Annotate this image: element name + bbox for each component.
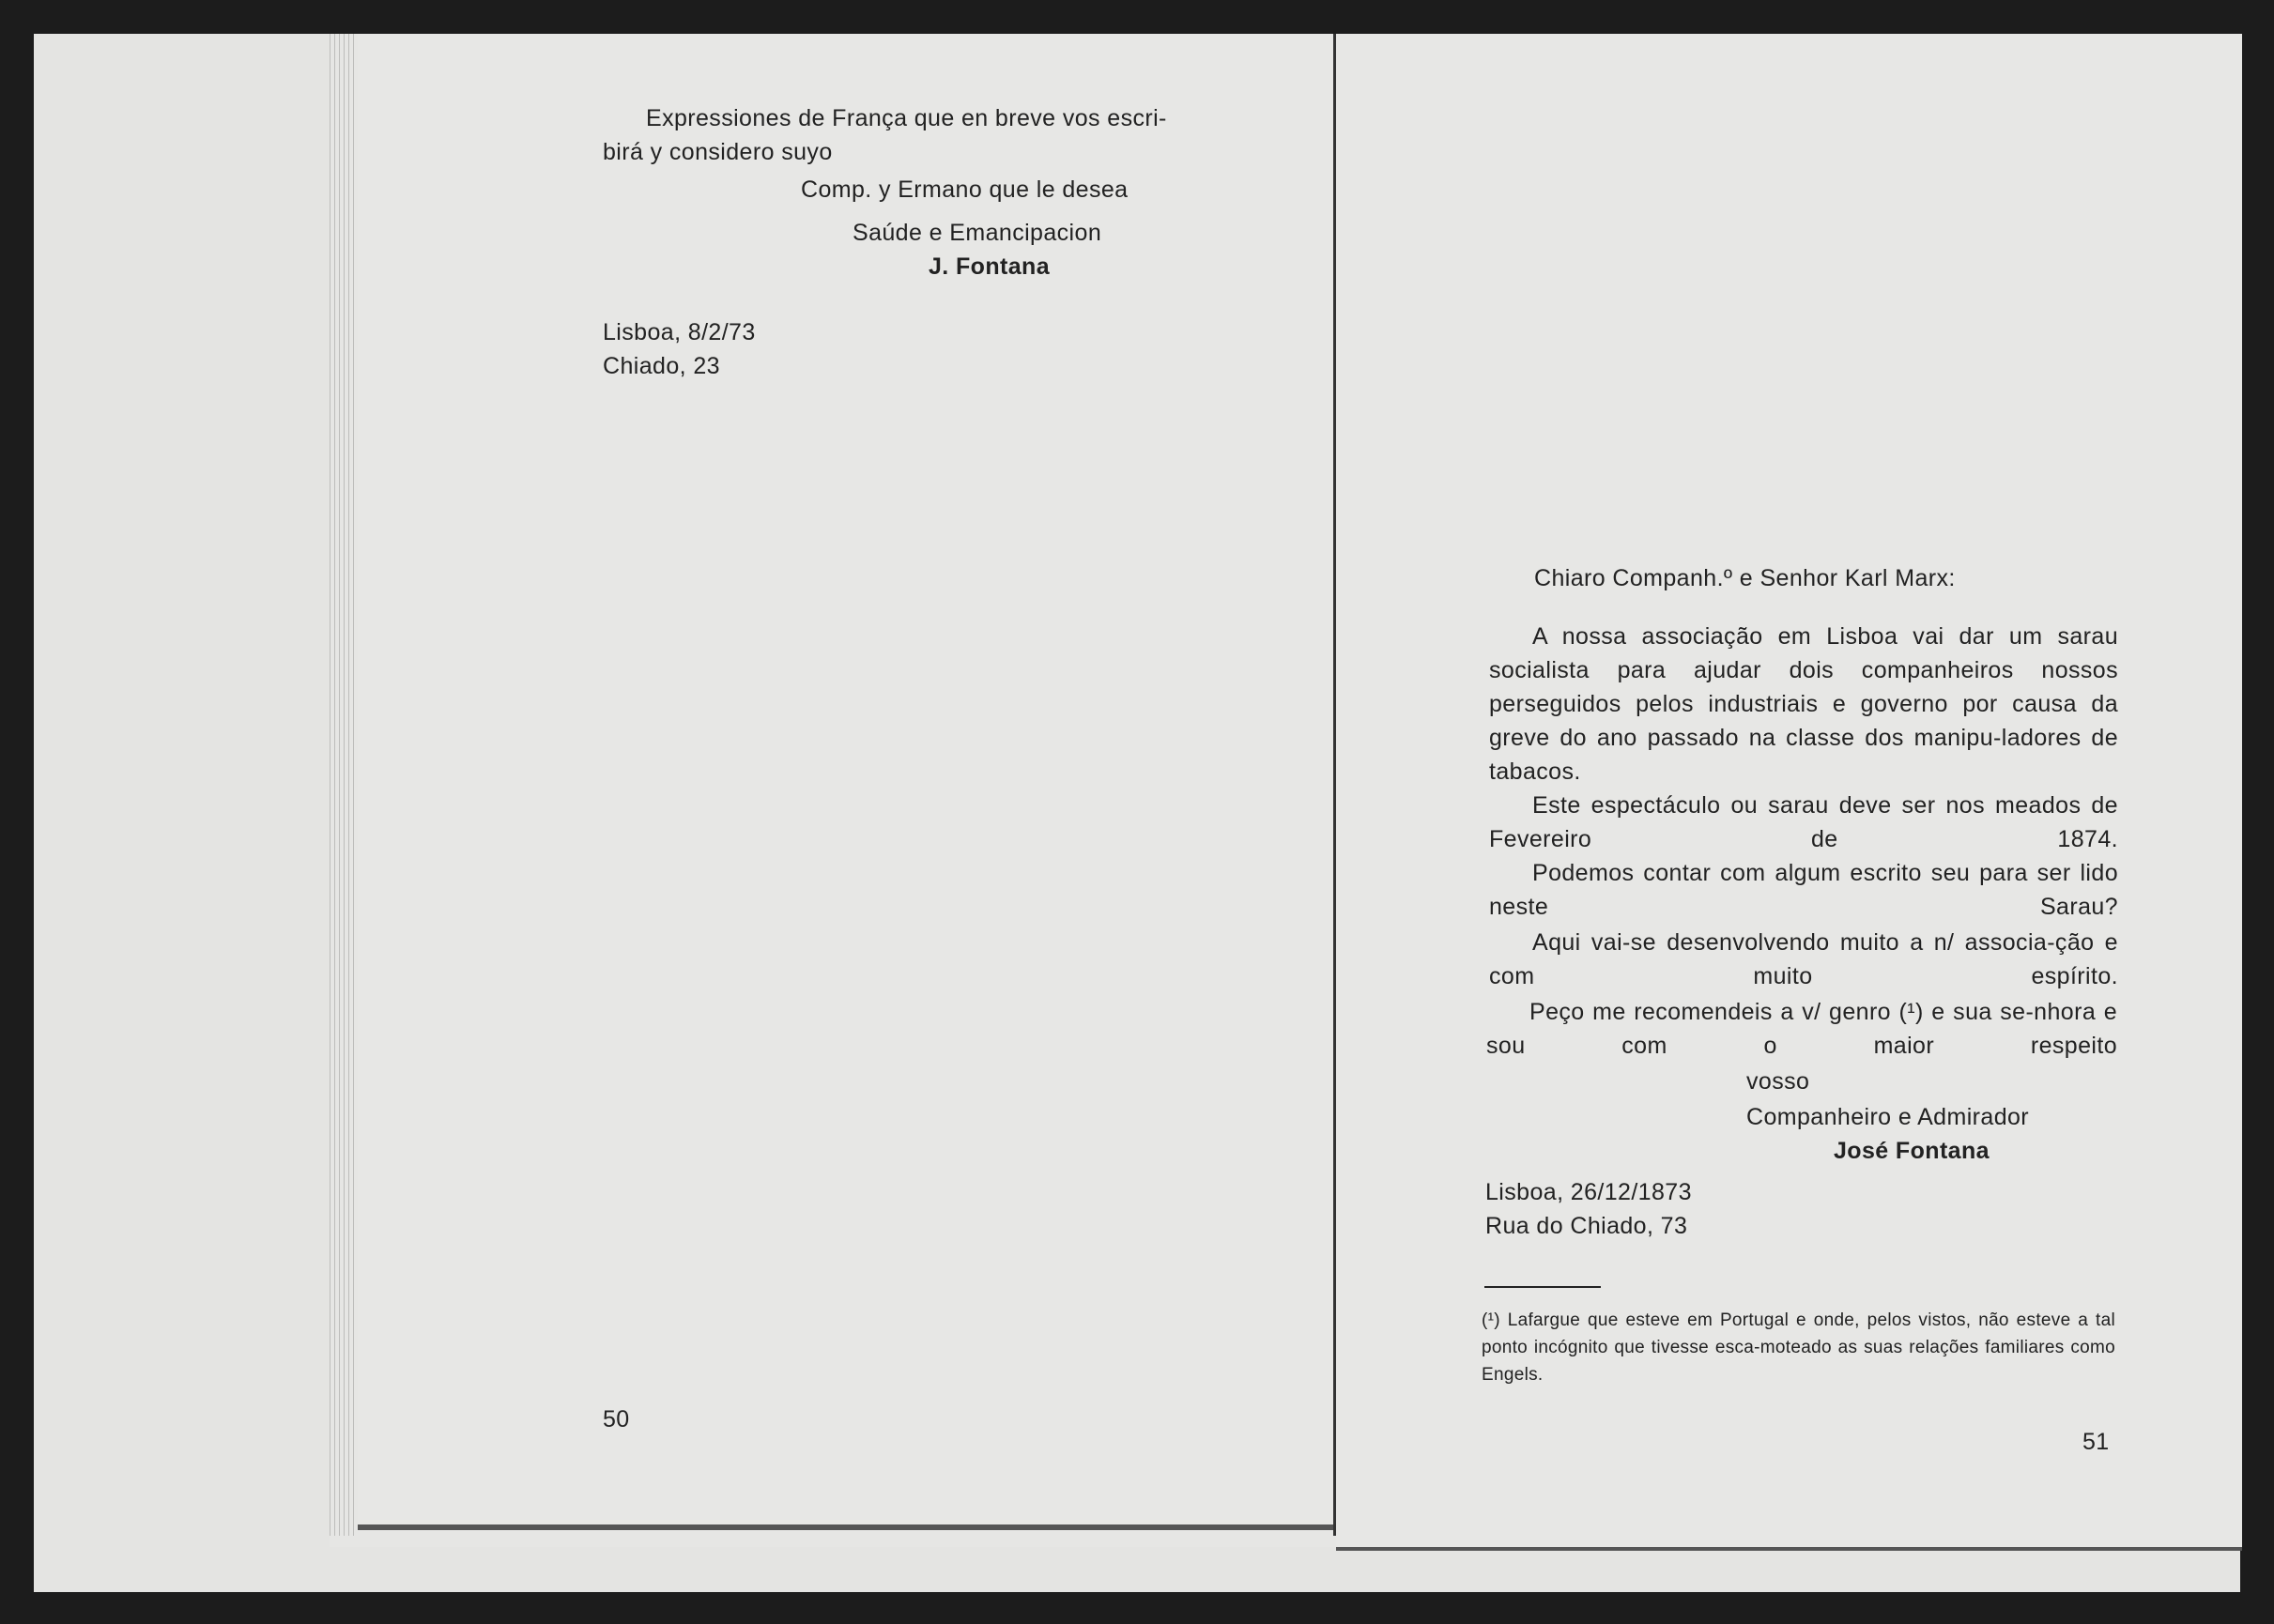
- right-closing-companheiro: Companheiro e Admirador: [1746, 1104, 2030, 1130]
- left-address: Chiado, 23: [603, 353, 720, 379]
- right-place-date: Lisboa, 26/12/1873: [1485, 1179, 1692, 1205]
- right-page-number: 51: [2082, 1429, 2110, 1455]
- footnote: (¹) Lafargue que esteve em Portugal e onde, pelos vistos, não esteve a tal ponto incógnito que tivesse esca-moteado as suas relações familiares como Engels.: [1482, 1310, 2115, 1385]
- right-paragraph-1: A nossa associação em Lisboa vai dar um sarau socialista para ajudar dois companheiros nossos perseguidos pelos industriais e governo por causa da greve do ano passado na classe dos manipu-ladores de tabacos.: [1489, 623, 2118, 785]
- footnote-divider: [1484, 1286, 1601, 1288]
- left-page-number: 50: [603, 1406, 630, 1432]
- page-edges: [330, 34, 358, 1536]
- left-signature: J. Fontana: [929, 253, 1051, 280]
- left-line-1: Expressiones de França que en breve vos escri-: [646, 105, 1167, 131]
- right-paragraph-5: Peço me recomendeis a v/ genro (¹) e sua se-nhora e sou com o maior respeito: [1486, 999, 2117, 1059]
- right-signature: José Fontana: [1834, 1138, 1990, 1164]
- right-paragraph-4: Aqui vai-se desenvolvendo muito a n/ associa-ção e com muito espírito.: [1489, 929, 2118, 989]
- right-salutation: Chiaro Companh.º e Senhor Karl Marx:: [1534, 565, 1956, 591]
- left-line-4: Saúde e Emancipacion: [853, 220, 1102, 246]
- right-address: Rua do Chiado, 73: [1485, 1213, 1688, 1239]
- right-paragraph-3: Podemos contar com algum escrito seu para ser lido neste Sarau?: [1489, 860, 2118, 920]
- left-line-3: Comp. y Ermano que le desea: [801, 176, 1129, 203]
- left-page: [358, 34, 1334, 1530]
- left-line-2: birá y considero suyo: [603, 139, 833, 165]
- left-place-date: Lisboa, 8/2/73: [603, 319, 756, 345]
- right-closing-vosso: vosso: [1746, 1068, 1810, 1095]
- right-paragraph-2: Este espectáculo ou sarau deve ser nos meados de Fevereiro de 1874.: [1489, 792, 2118, 852]
